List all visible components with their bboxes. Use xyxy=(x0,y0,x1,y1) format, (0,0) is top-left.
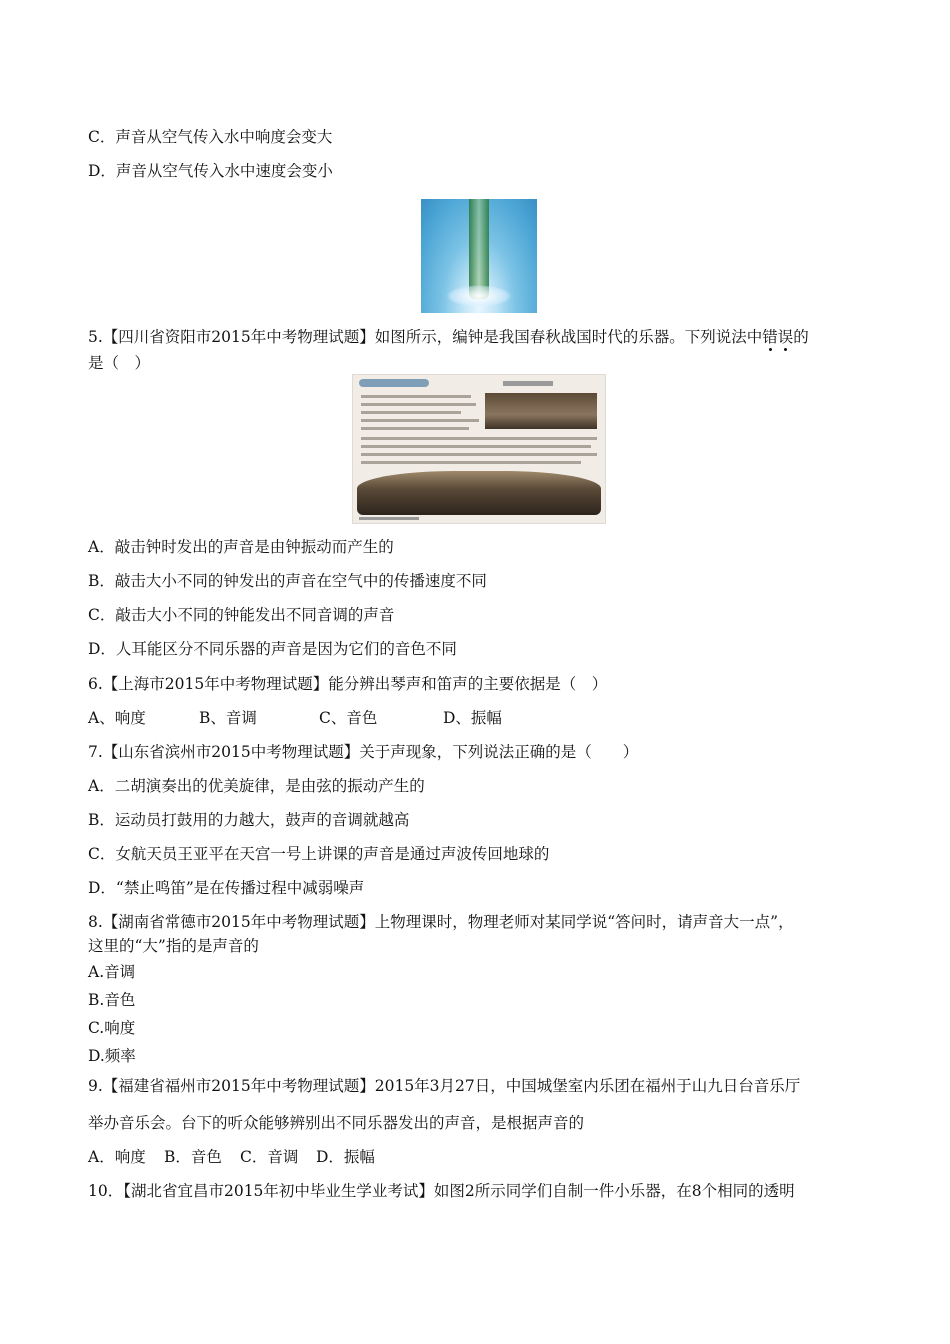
q9-options xyxy=(88,1147,375,1167)
q9-stem: 9.【福建省福州市2015年中考物理试题】2015年3月27日，中国城堡室内乐团在福州于山九日台音乐厅 xyxy=(88,1077,801,1095)
q7-stem: 7.【山东省滨州市2015中考物理试题】关于声现象，下列说法正确的是（ ） xyxy=(88,743,639,761)
q5-option-b: B．敲击大小不同的钟发出的声音在空气中的传播速度不同 xyxy=(88,572,487,590)
q5-option-d: D．人耳能区分不同乐器的声音是因为它们的音色不同 xyxy=(88,640,457,658)
q6-stem: 6.【上海市2015年中考物理试题】能分辨出琴声和笛声的主要依据是（ ） xyxy=(88,675,608,693)
q8-stem: 8.【湖南省常德市2015年中考物理试题】上物理课时，物理老师对某同学说“答问时，请声音大一点”， xyxy=(88,913,794,931)
q8-stem-line2: 这里的“大”指的是声音的 xyxy=(88,937,259,955)
q6-option-b: B、音调 xyxy=(199,709,257,727)
q7-option-d: D．“禁止鸣笛”是在传播过程中减弱噪声 xyxy=(88,879,365,897)
q8-option-b: B.音色 xyxy=(88,991,136,1009)
q7-option-a: A．二胡演奏出的优美旋律，是由弦的振动产生的 xyxy=(88,777,425,795)
q9-option-c: C．音调 xyxy=(240,1148,299,1166)
q5-option-c: C．敲击大小不同的钟能发出不同音调的声音 xyxy=(88,606,395,624)
q8-option-a: A.音调 xyxy=(88,963,136,981)
q6-option-d: D、振幅 xyxy=(443,709,502,727)
q9-option-d: D．振幅 xyxy=(316,1148,375,1166)
q4-option-d: D．声音从空气传入水中速度会变小 xyxy=(88,162,333,180)
q7-option-b: B．运动员打鼓用的力越大，鼓声的音调就越高 xyxy=(88,811,410,829)
q8-option-d: D.频率 xyxy=(88,1047,136,1065)
q5-stem-line2: 是（ ） xyxy=(88,354,151,372)
q6-option-c: C、音色 xyxy=(319,709,378,727)
q5-emphasis-char-2: 误 xyxy=(777,328,794,346)
q10-stem: 10．【湖北省宜昌市2015年初中毕业生学业考试】如图2所示同学们自制一件小乐器，在8个相同的透明 xyxy=(88,1182,795,1200)
water-pouring-image xyxy=(421,199,537,313)
q7-option-c: C．女航天员王亚平在天宫一号上讲课的声音是通过声波传回地球的 xyxy=(88,845,550,863)
q8-option-c: C.响度 xyxy=(88,1019,136,1037)
q4-option-c: C．声音从空气传入水中响度会变大 xyxy=(88,128,333,146)
q9-stem-line2: 举办音乐会。台下的听众能够辨别出不同乐器发出的声音，是根据声音的 xyxy=(88,1114,585,1132)
q6-option-a: A、响度 xyxy=(88,709,146,727)
chime-bells-image xyxy=(352,374,606,524)
q5-stem-text: 5.【四川省资阳市2015年中考物理试题】如图所示，编钟是我国春秋战国时代的乐器。下列说法中 xyxy=(88,328,763,346)
q6-options xyxy=(88,708,502,728)
q9-option-a: A．响度 xyxy=(88,1148,146,1166)
q9-option-b: B．音色 xyxy=(164,1148,222,1166)
q5-stem xyxy=(88,327,809,347)
q5-emphasis-char-1: 错 xyxy=(762,328,778,346)
q5-stem-tail: 的 xyxy=(793,328,809,346)
q5-option-a: A．敲击钟时发出的声音是由钟振动而产生的 xyxy=(88,538,394,556)
